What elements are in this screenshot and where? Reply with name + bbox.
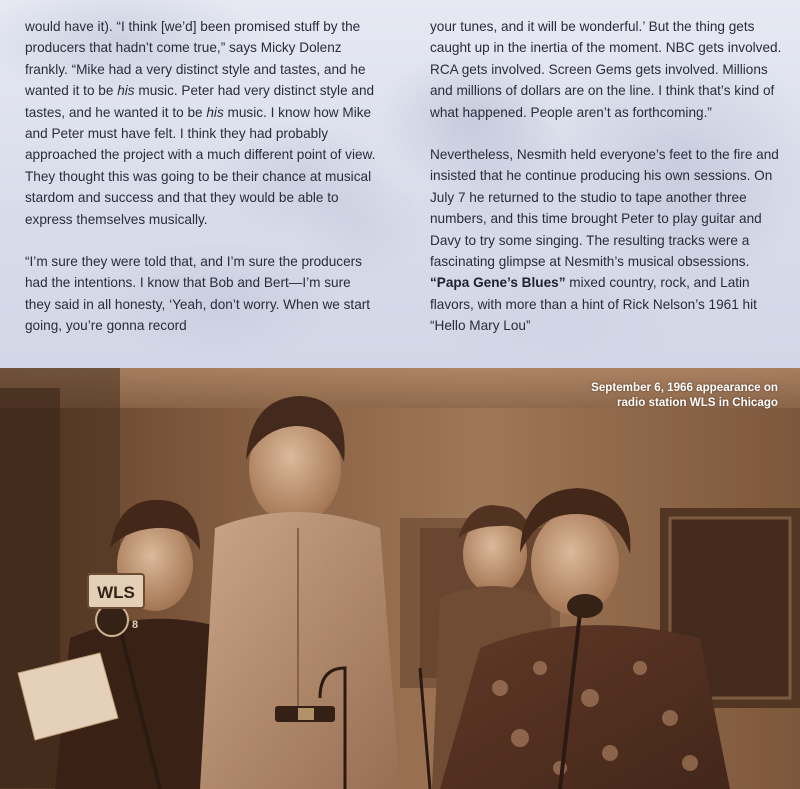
left-text-column <box>25 16 377 358</box>
text-run: mixed country, rock, and Latin flavors, with more than a hint of Rick Nelson’s 1961 hit “Hello Mary Lou” <box>430 275 757 334</box>
photo-illustration <box>0 368 800 789</box>
paragraph: your tunes, and it will be wonderful.’ But the thing gets caught up in the inertia of the moment. NBC gets involved. RCA gets involved. Screen Gems gets involved. Millions and millions of dollars are on the line. I think that’s kind of what happened. People aren’t as forthcoming.” <box>430 19 782 120</box>
text-run: music. I know how Mike and Peter must have felt. I think they had probably approached the project with a much different point of view. They thought this was going to be their chance at musical stardom and success and that they would be able to express themselves musically. <box>25 104 376 227</box>
article-text-area <box>0 0 800 368</box>
caption-line: radio station WLS in Chicago <box>616 396 778 409</box>
emphasis-text: his <box>117 83 135 99</box>
paragraph <box>430 144 782 337</box>
paragraph: “I’m sure they were told that, and I’m sure the producers had the intentions. I know that Bob and Bert—I’m sure they said in all honesty, ‘Yeah, don’t worry. When we start going, you’re gonna record <box>25 254 371 334</box>
paragraph <box>25 16 377 230</box>
mic-flag-label: WLS <box>97 583 135 602</box>
text-run: Nevertheless, Nesmith held everyone’s feet to the fire and insisted that he continue producing his own sessions. On July 7 he returned to the studio to tape another three numbers, and this time brought Peter to play guitar and Davy to try some singing. The resulting tracks were a fascinating glimpse at Nesmith’s musical obsessions. <box>430 147 779 270</box>
text-run: music. Peter had very distinct style and tastes, and he wanted it to be <box>25 83 375 120</box>
right-text-column <box>430 16 782 358</box>
mic-flag-number: 8 <box>131 619 139 631</box>
caption-line: September 6, 1966 appearance on <box>591 381 778 394</box>
text-run: would have it). “I think [we’d] been promised stuff by the producers that hadn’t come true,” says Micky Dolenz frankly. “Mike had a very distinct style and tastes, and he wanted it to be <box>25 19 366 99</box>
photo-caption <box>518 380 778 410</box>
band-photograph <box>0 368 800 789</box>
emphasis-text: his <box>206 104 224 120</box>
song-title: “Papa Gene’s Blues” <box>430 275 566 291</box>
